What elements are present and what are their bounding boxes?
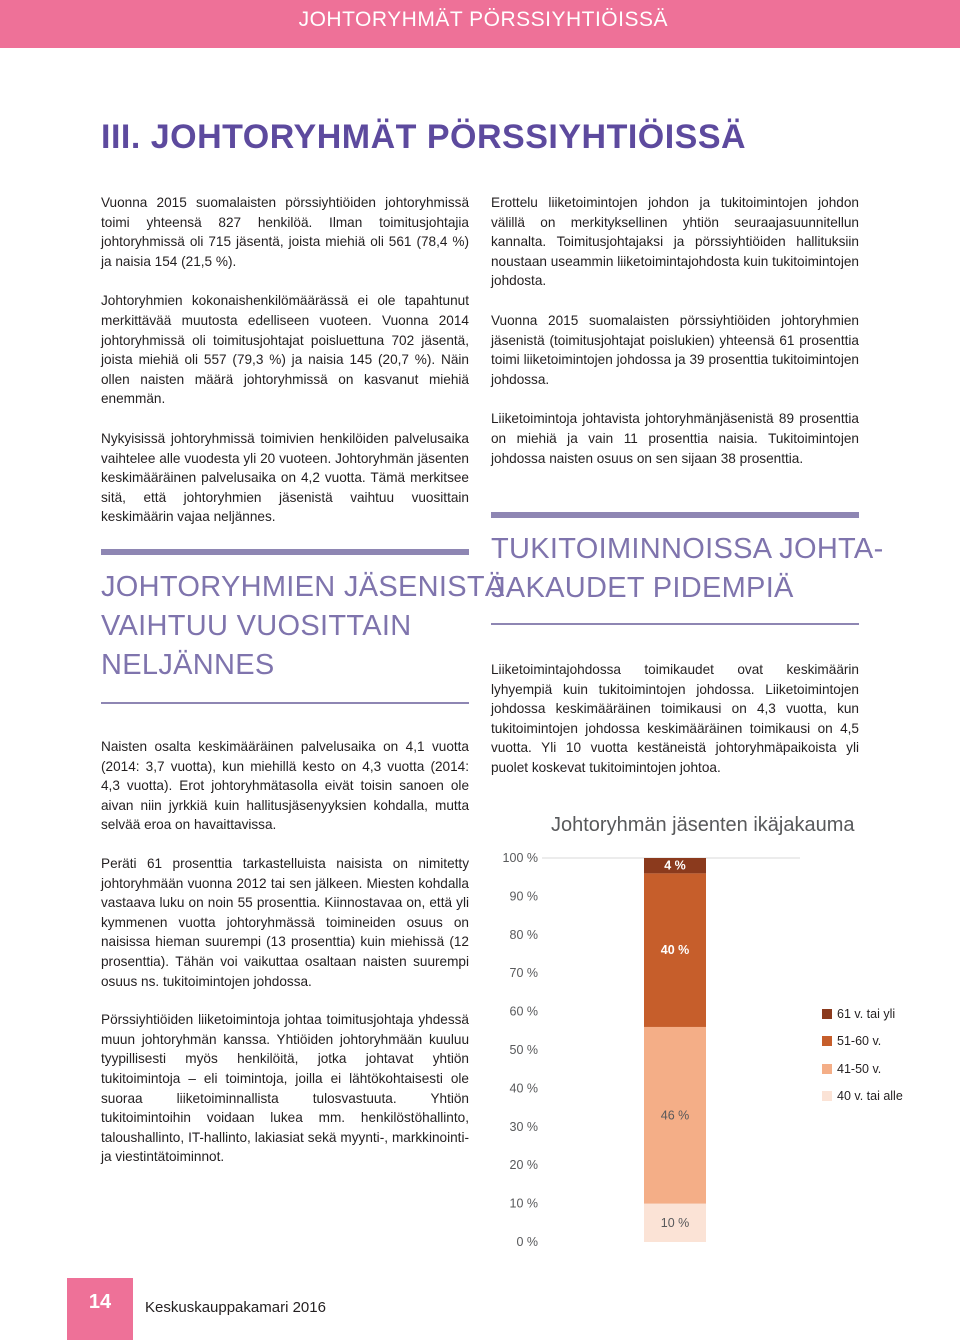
y-tick-label: 30 %	[509, 1119, 538, 1134]
heading-rule-bottom	[101, 702, 469, 704]
legend-swatch	[822, 1091, 832, 1101]
bar-data-label: 10 %	[660, 1215, 690, 1230]
footer-publisher: Keskuskauppakamari 2016	[145, 1299, 326, 1316]
y-tick-label: 90 %	[509, 889, 538, 904]
heading-line: JOHTORYHMIEN JÄSENISTÄ	[101, 571, 505, 603]
right-intro-text	[491, 193, 859, 468]
left-intro-text	[101, 193, 469, 527]
legend-label: 41-50 v.	[837, 1061, 882, 1076]
heading-rule-bottom	[491, 623, 859, 625]
heading-line: NELJÄNNES	[101, 649, 275, 681]
bar-data-label: 40 %	[660, 943, 690, 958]
chapter-title: III. JOHTORYHMÄT PÖRSSIYHTIÖISSÄ	[101, 118, 747, 156]
y-tick-label: 0 %	[516, 1235, 538, 1249]
y-tick-label: 70 %	[509, 966, 538, 981]
paragraph: Vuonna 2015 suomalaisten pörssiyhtiöiden johtoryhmien jäsenistä (toimitusjohtajat poislukien) yhteensä 61 prosenttia toimi liiketoimintojen johdossa ja 39 prosenttia tukitoimintojen johdossa.	[491, 312, 859, 387]
chart-title: Johtoryhmän jäsenten ikäjakauma	[551, 814, 855, 836]
legend-label: 51-60 v.	[837, 1034, 882, 1049]
heading-line: TUKITOIMINNOISSA JOHTA-	[491, 533, 884, 565]
heading-rule-top	[101, 549, 469, 555]
chart-legend	[822, 1000, 903, 1110]
bar-data-label: 46 %	[660, 1108, 690, 1123]
legend-item-61-plus	[822, 1000, 903, 1028]
paragraph: Liiketoimintoja johtavista johtoryhmänjäsenistä 89 prosenttia on miehiä ja vain 11 prosenttia naisia. Tukitoimintojen johdossa naisten osuus on sen sijaan 38 prosenttia.	[491, 411, 859, 466]
legend-label: 40 v. tai alle	[837, 1089, 903, 1104]
y-tick-label: 100 %	[502, 851, 538, 865]
right-body-text	[491, 660, 859, 778]
y-tick-label: 20 %	[509, 1158, 538, 1173]
legend-item-41-50	[822, 1055, 903, 1083]
y-tick-label: 40 %	[509, 1081, 538, 1096]
left-body-text	[101, 737, 469, 1167]
y-tick-label: 10 %	[509, 1196, 538, 1211]
legend-label: 61 v. tai yli	[837, 1006, 896, 1021]
legend-item-51-60	[822, 1028, 903, 1056]
paragraph: Liiketoimintajohdossa toimikaudet ovat keskimäärin lyhyempiä kuin tukitoimintojen johdossa. Liiketoimintojen johdossa keskimääräinen toimikausi on 4,3 vuotta, kun tukitoimintojen johdossa keskimääräinen toimikausi on 4,5 vuotta. Yli 10 vuotta kestäneistä johtoryhmäpaikoista yli puolet koskevat tukitoimintojen johtoa.	[491, 662, 859, 775]
paragraph: Pörssiyhtiöiden liiketoimintoja johtaa toimitusjohtaja yhdessä muun johtoryhmän kanssa. Yhtiöiden johtoryhmään kuuluu tyypillisesti myös henkilöitä, jotka johtavat yhtiön tukitoimintoja – eli toimintoja, joilla ei lähtökohtaisesti ole suoraa liiketoiminnallista tulosvastuuta. Yhtiön tukitoimintoihin voidaan lukea mm. henkilöstöhallinto, taloushallinto, IT-hallinto, lakiasiat sekä myynti-, markkinointi- ja viestintätoiminnot.	[101, 1012, 469, 1165]
legend-swatch	[822, 1009, 832, 1019]
running-header-bar	[0, 0, 960, 48]
age-distribution-chart	[490, 840, 820, 1260]
paragraph: Erottelu liiketoimintojen johdon ja tukitoimintojen johdon välillä on merkityksellinen yhtiön seuraajasuunnitellun kannalta. Toimitusjohtajaksi ja pörssiyhtiöiden hallituksiin noustaan useammin liiketoimintajohdosta kuin tukitoimintojen johdosta.	[491, 195, 859, 289]
y-tick-label: 80 %	[509, 927, 538, 942]
paragraph: Naisten osalta keskimääräinen palvelusaika on 4,1 vuotta (2014: 3,7 vuotta), kun miehillä kesto on 4,3 vuotta (2014: 4,3 vuotta). Erot johtoryhmätasolla eivät toisin sanoen ole aivan niin jyrkkiä kuin hallitusjäsenyyksien kohdalla, mutta selvää eroa on havaittavissa.	[101, 739, 469, 833]
heading-line: VAIHTUU VUOSITTAIN	[101, 610, 412, 642]
paragraph: Peräti 61 prosenttia tarkastelluista naisista on nimitetty johtoryhmään vuonna 2012 tai sen jälkeen. Miesten kohdalla vastaava luku on noin 55 prosenttia. Kiinnostavaa on, että yli kymmenen vuotta johtoryhmässä toimineiden osuus on naisissa hieman suurempi (13 prosenttia) kuin miehissä (12 prosenttia). Tähän voi vaikuttaa osaltaan naisten suurempi osuus ns. tukitoimintojen johdossa.	[101, 855, 469, 989]
paragraph: Johtoryhmien kokonaishenkilömäärässä ei ole tapahtunut merkittävää muutosta edelliseen vuoteen. Vuonna 2014 johtoryhmissä oli toimitusjohtajat poisluettuna 702 jäsentä, joista miehiä oli 557 (79,3 %) ja naisia 145 (20,7 %). Näin ollen naisten määrä johtoryhmissä on kasvanut miehiä enemmän.	[101, 293, 469, 407]
section-heading-left	[101, 568, 505, 685]
y-tick-label: 60 %	[509, 1004, 538, 1019]
paragraph: Vuonna 2015 suomalaisten pörssiyhtiöiden johtoryhmissä toimi yhteensä 827 henkilöä. Ilman toimitusjohtajia johtoryhmissä oli 715 jäsentä, joista miehiä oli 561 (78,4 %) ja naisia 154 (21,5 %).	[101, 195, 469, 269]
page-number-box	[67, 1278, 133, 1340]
heading-rule-top	[491, 512, 859, 518]
y-tick-label: 50 %	[509, 1043, 538, 1057]
legend-swatch	[822, 1064, 832, 1074]
heading-line: JAKAUDET PIDEMPIÄ	[491, 572, 794, 604]
paragraph: Nykyisissä johtoryhmissä toimivien henkilöiden palvelusaika vaihtelee alle vuodesta yli 20 vuoteen. Johtoryhmän jäsenten keskimääräinen palvelusaika on 4,2 vuotta. Tämä merkitsee sitä, että johtoryhmien jäsenistä vaihtuu vuosittain keskimäärin vajaa neljännes.	[101, 430, 469, 525]
section-heading-right	[491, 530, 884, 608]
bar-data-label: 4 %	[664, 858, 686, 873]
legend-item-40-under	[822, 1083, 903, 1111]
legend-swatch	[822, 1036, 832, 1046]
page-number: 14	[88, 1291, 112, 1313]
running-header-title: JOHTORYHMÄT PÖRSSIYHTIÖISSÄ	[298, 8, 668, 31]
